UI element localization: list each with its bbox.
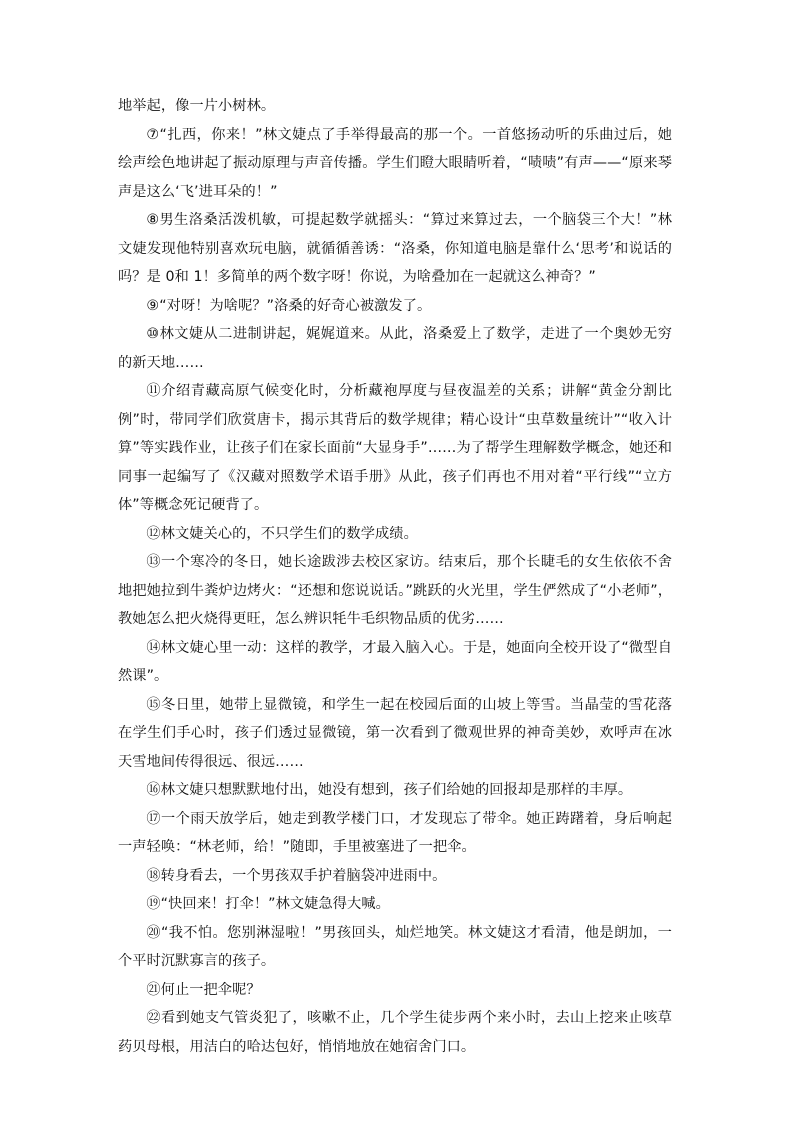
paragraph-13: ⑬一个寒冷的冬日，她长途跋涉去校区家访。结束后，那个长睫毛的女生依依不舍地把她拉到牛粪炉边烤火：“还想和您说说话。”跳跃的火光里，学生俨然成了“小老师”，教她怎么把火烧得更旺，怎么辨识牦牛毛织物品质的优劣……	[118, 554, 672, 627]
paragraph-7: ⑦“扎西，你来！”林文婕点了手举得最高的那一个。一首悠扬动听的乐曲过后，她绘声绘色地讲起了振动原理与声音传播。学生们瞪大眼睛听着，“啧啧”有声——“原来琴声是这么‘飞’进耳朵的！”	[118, 126, 672, 200]
paragraph-12: ⑫林文婕关心的，不只学生们的数学成绩。	[146, 525, 418, 542]
paragraph-22: ㉒看到她支气管炎犯了，咳嗽不止，几个学生徒步两个来小时，去山上挖来止咳草药贝母根，用洁白的哈达包好，悄悄地放在她宿舍门口。	[118, 1010, 672, 1055]
paragraph-14: ⑭林文婕心里一动：这样的教学，才最入脑入心。于是，她面向全校开设了“微型自然课”。	[118, 639, 672, 684]
paragraph-17: ⑰一个雨天放学后，她走到教学楼门口，才发现忘了带伞。她正踌躇着，身后响起一声轻唤：“林老师，给！”随即，手里被塞进了一把伞。	[118, 810, 672, 855]
paragraph-continuation: 地举起，像一片小树林。	[118, 98, 276, 114]
article-body	[118, 92, 672, 1061]
paragraph-21: ㉑何止一把伞呢？	[146, 981, 261, 998]
paragraph-11: ⑪介绍青藏高原气候变化时，分析藏袍厚度与昼夜温差的关系；讲解“黄金分割比例”时，带同学们欣赏唐卡，揭示其背后的数学规律；精心设计“虫草数量统计”“收入计算”等实践作业，让孩子们在家长面前“大显身手”……为了帮学生理解数学概念，她还和同事一起编写了《汉藏对照数学术语手册》从此，孩子们再也不用对着“平行线”“立方体”等概念死记硬背了。	[118, 383, 672, 513]
paragraph-15: ⑮冬日里，她带上显微镜，和学生一起在校园后面的山坡上等雪。当晶莹的雪花落在学生们手心时，孩子们透过显微镜，第一次看到了微观世界的神奇美妙，欢呼声在冰天雪地间传得很远、很远……	[118, 696, 672, 770]
paragraph-10: ⑩林文婕从二进制讲起，娓娓道来。从此，洛桑爱上了数学，走进了一个奥妙无穷的新天地……	[118, 326, 672, 371]
paragraph-18: ⑱转身看去，一个男孩双手护着脑袋冲进雨中。	[146, 867, 447, 884]
paragraph-9: ⑨“对呀！为啥呢？”洛桑的好奇心被激发了。	[146, 297, 432, 314]
paragraph-16: ⑯林文婕只想默默地付出，她没有想到，孩子们给她的回报却是那样的丰厚。	[146, 782, 633, 798]
paragraph-8: ⑧男生洛桑活泼机敏，可提起数学就摇头：“算过来算过去，一个脑袋三个大！”林文婕发现他特别喜欢玩电脑，就循循善诱：“洛桑，你知道电脑是靠什么‘思考’和说话的吗？是 0和 1！多简单的两个数字呀！你说，为啥叠加在一起就这么神奇？”	[118, 212, 672, 285]
paragraph-19: ⑲“快回来！打伞！”林文婕急得大喊。	[146, 896, 390, 912]
paragraph-20: ⑳“我不怕。您别淋湿啦！”男孩回头，灿烂地笑。林文婕这才看清，他是朗加，一个平时沉默寡言的孩子。	[118, 924, 672, 969]
